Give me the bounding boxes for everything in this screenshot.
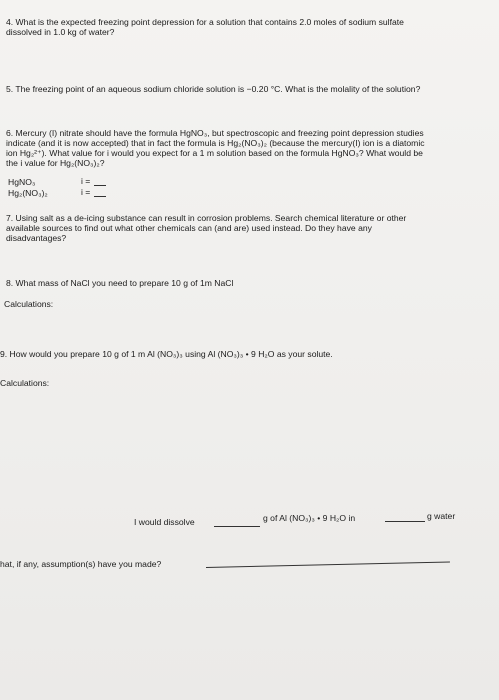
assumption-question: hat, if any, assumption(s) have you made?: [0, 559, 162, 569]
q9-line1: 9. How would you prepare 10 g of 1 m Al (NO₃)₃ using Al (NO₃)₃ • 9 H₂O as your solute.: [0, 349, 333, 359]
q6-i-answer-1[interactable]: [94, 185, 106, 186]
dissolve-middle: g of Al (NO₃)₃ • 9 H₂O in: [263, 513, 356, 523]
q7-line3: disadvantages?: [6, 233, 67, 243]
q8-line1: 8. What mass of NaCl you need to prepare 10 g of 1m NaCl: [6, 278, 234, 288]
q6-formula-hg2no32: Hg₂(NO₃)₂: [8, 188, 48, 198]
dissolve-suffix: g water: [427, 511, 456, 521]
dissolve-mass-blank[interactable]: [214, 526, 260, 527]
q6-i-answer-2[interactable]: [94, 196, 106, 197]
q6-line2: indicate (and it is now accepted) that in fact the formula is Hg₂(NO₃)₂ (because the mercury(I) ion is a diatomic: [6, 138, 425, 148]
q9-calculations-label: Calculations:: [0, 378, 50, 388]
q6-line1: 6. Mercury (I) nitrate should have the formula HgNO₃, but spectroscopic and freezing point depression studies: [6, 128, 424, 138]
q7-line2: available sources to find out what other chemicals can (and are) used instead. Do they have any: [6, 223, 372, 233]
q7-line1: 7. Using salt as a de-icing substance can result in corrosion problems. Search chemical literature or other: [6, 213, 407, 223]
q6-line4: the i value for Hg₂(NO₃)₂?: [6, 158, 105, 168]
dissolve-prefix: I would dissolve: [134, 517, 195, 527]
q6-i-label-1: i =: [81, 176, 91, 186]
q6-i-label-2: i =: [81, 187, 91, 197]
q4-line2: dissolved in 1.0 kg of water?: [6, 27, 115, 37]
assumption-answer-line[interactable]: [206, 561, 450, 568]
q5-line1: 5. The freezing point of an aqueous sodium chloride solution is −0.20 °C. What is the molality of the solution?: [6, 84, 421, 94]
dissolve-water-blank[interactable]: [385, 521, 425, 522]
q8-calculations-label: Calculations:: [4, 299, 54, 309]
q4-line1: 4. What is the expected freezing point depression for a solution that contains 2.0 moles of sodium sulfate: [6, 17, 404, 27]
q6-formula-hgno3: HgNO₃: [8, 177, 36, 187]
q6-line3: ion Hg₂²⁺). What value for i would you expect for a 1 m solution based on the formula HgNO₃? What would be: [6, 148, 423, 158]
